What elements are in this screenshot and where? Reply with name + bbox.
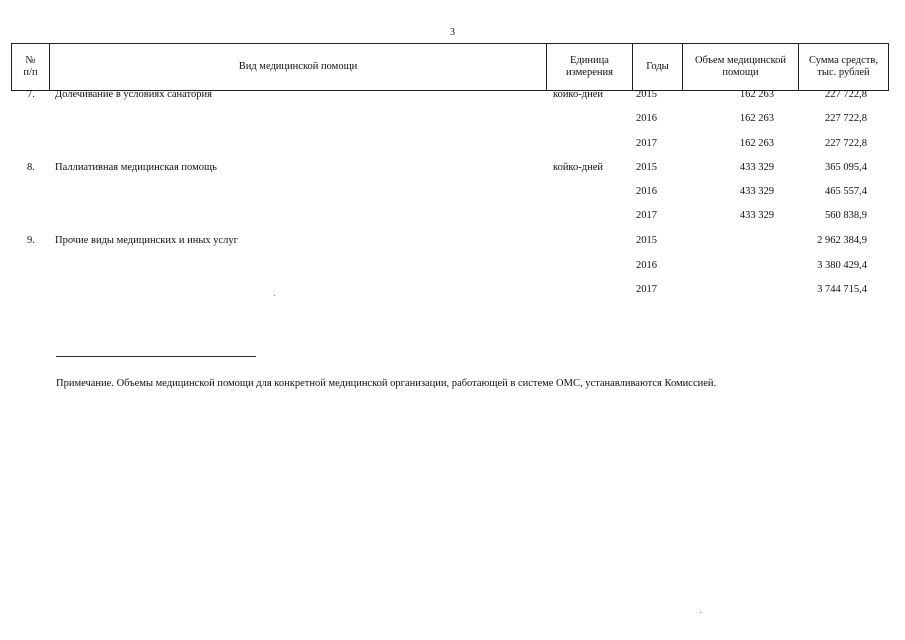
table-row [0, 210, 905, 224]
footnote-rule [56, 356, 256, 357]
cell-unit: койко-дней [553, 89, 603, 100]
cell-sum: 2 962 384,9 [817, 235, 867, 246]
header-num [11, 44, 49, 90]
cell-volume: 433 329 [739, 162, 774, 173]
table-row [0, 284, 905, 298]
table-header [11, 43, 889, 91]
cell-volume: 162 263 [739, 138, 774, 149]
cell-num: 7. [27, 89, 35, 100]
cell-unit: койко-дней [553, 162, 603, 173]
cell-year: 2015 [636, 235, 657, 246]
cell-sum: 560 838,9 [825, 210, 867, 221]
cell-sum: 3 380 429,4 [817, 260, 867, 271]
cell-year: 2017 [636, 284, 657, 295]
header-unit-label: Единица измерения [566, 55, 613, 78]
cell-volume: 433 329 [739, 210, 774, 221]
cell-volume: 433 329 [739, 186, 774, 197]
header-sum [798, 44, 889, 90]
page-number: 3 [450, 27, 455, 38]
table-row [0, 186, 905, 200]
scan-speck [700, 612, 701, 613]
table-row [0, 138, 905, 152]
cell-sum: 365 095,4 [825, 162, 867, 173]
cell-num: 8. [27, 162, 35, 173]
header-years-label: Годы [646, 61, 669, 72]
cell-sum: 227 722,8 [825, 138, 867, 149]
header-num-label: № п/п [23, 55, 38, 78]
cell-sum: 465 557,4 [825, 186, 867, 197]
note-text: Примечание. Объемы медицинской помощи для конкретной медицинской организации, работающей в системе ОМС, устанавливаются Комиссией. [56, 378, 717, 389]
cell-sum: 227 722,8 [825, 89, 867, 100]
table-row [0, 89, 905, 103]
header-sum-label: Сумма средств, тыс. рублей [809, 55, 878, 78]
cell-year: 2016 [636, 260, 657, 271]
table-row [0, 260, 905, 274]
scan-speck [274, 295, 275, 296]
cell-year: 2016 [636, 186, 657, 197]
cell-num: 9. [27, 235, 35, 246]
cell-year: 2015 [636, 162, 657, 173]
cell-year: 2017 [636, 138, 657, 149]
cell-sum: 3 744 715,4 [817, 284, 867, 295]
header-name-label: Вид медицинской помощи [238, 61, 358, 72]
cell-name: Паллиативная медицинская помощь [55, 162, 217, 173]
table-row [0, 235, 905, 249]
cell-volume: 162 263 [739, 89, 774, 100]
cell-year: 2015 [636, 89, 657, 100]
header-name [49, 44, 546, 90]
header-volume-label: Объем медицинской помощи [694, 55, 787, 78]
cell-volume: 162 263 [739, 113, 774, 124]
table-row [0, 113, 905, 127]
cell-year: 2017 [636, 210, 657, 221]
cell-year: 2016 [636, 113, 657, 124]
header-unit [546, 44, 632, 90]
cell-sum: 227 722,8 [825, 113, 867, 124]
table-row [0, 162, 905, 176]
cell-name: Долечивание в условиях санатория [55, 89, 212, 100]
cell-name: Прочие виды медицинских и иных услуг [55, 235, 238, 246]
header-years [632, 44, 682, 90]
header-volume [682, 44, 798, 90]
